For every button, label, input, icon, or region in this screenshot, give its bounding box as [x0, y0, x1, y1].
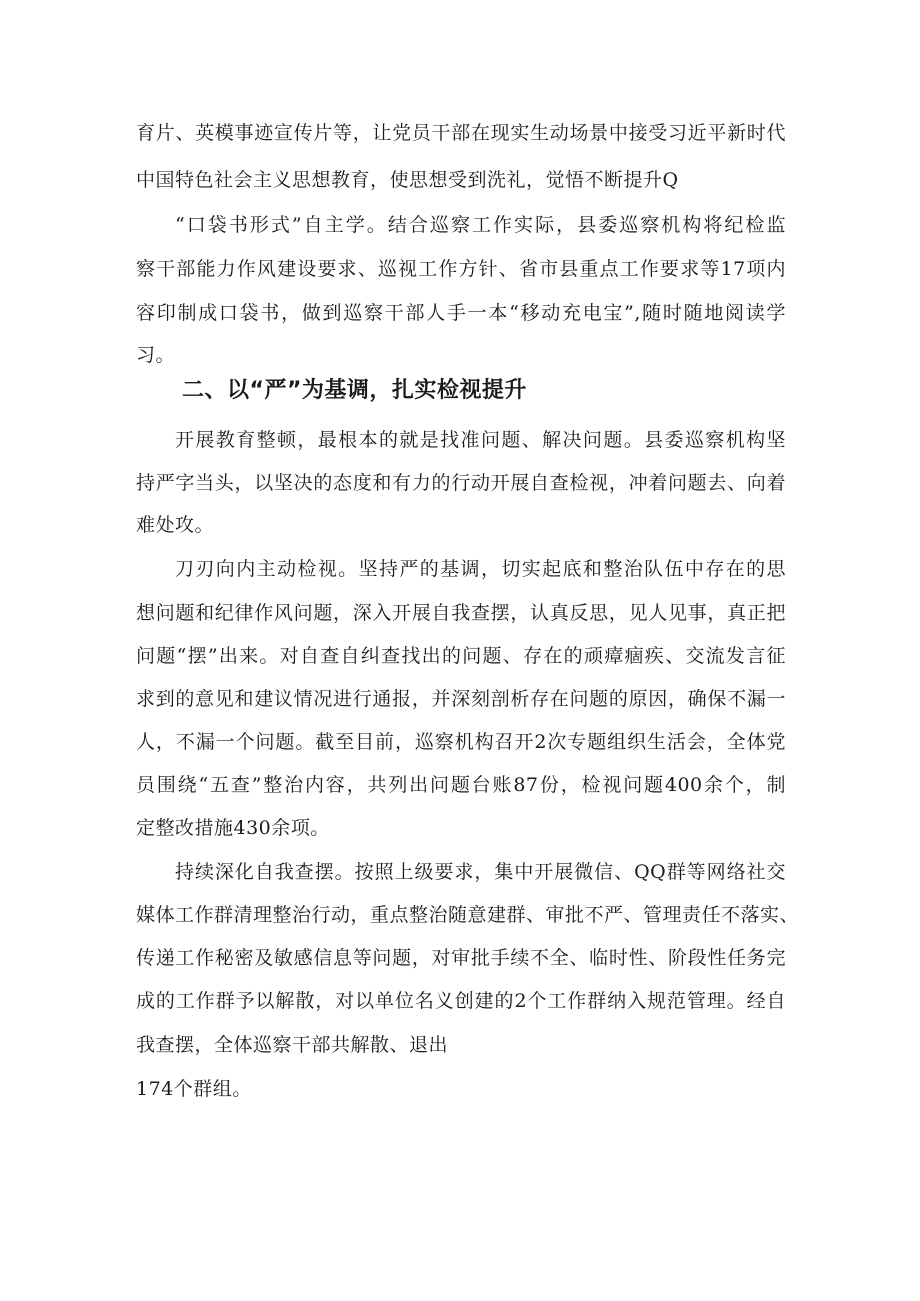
paragraph-line: 习。 — [136, 344, 176, 366]
paragraph-line: 人，不漏一个问题。截至目前，巡察机构召开2次专题组织生活会，全体党 — [136, 731, 786, 753]
section-heading: 二、以“严”为基调，扎实检视提升 — [182, 378, 527, 403]
paragraph-line: “口袋书形式”自主学。结合巡察工作实际，县委巡察机构将纪检监 — [175, 214, 786, 236]
paragraph-line: 育片、英模事迹宣传片等，让党员干部在现实生动场景中接受习近平新时代 — [136, 122, 786, 144]
paragraph-line: 想问题和纪律作风问题，深入开展自我查摆，认真反思，见人见事，真正把 — [136, 602, 786, 624]
paragraph-line: 中国特色社会主义思想教育，使思想受到洗礼，觉悟不断提升Q — [136, 169, 679, 191]
paragraph-line: 定整改措施430余项。 — [136, 817, 330, 839]
paragraph-line: 察干部能力作风建设要求、巡视工作方针、省市县重点工作要求等17项内 — [136, 258, 786, 280]
paragraph-line: 求到的意见和建议情况进行通报，并深刻剖析存在问题的原因，确保不漏一 — [136, 688, 786, 710]
paragraph-line: 容印制成口袋书，做到巡察干部人手一本“移动充电宝”,随时随地阅读学 — [136, 302, 786, 324]
paragraph-line: 开展教育整顿，最根本的就是找准问题、解决问题。县委巡察机构坚 — [175, 429, 786, 451]
paragraph-line: 难处攻。 — [136, 514, 215, 536]
paragraph-line: 传递工作秘密及敏感信息等问题，对审批手续不全、临时性、阶段性任务完 — [136, 947, 786, 969]
paragraph-line: 成的工作群予以解散，对以单位名义创建的2个工作群纳入规范管理。经自 — [136, 990, 786, 1012]
paragraph-line: 员围绕“五查”整治内容，共列出问题台账87份，检视问题400余个，制 — [136, 774, 786, 796]
paragraph-line: 持续深化自我查摆。按照上级要求，集中开展微信、QQ群等网络社交 — [175, 861, 786, 883]
paragraph-line: 174个群组。 — [136, 1078, 252, 1100]
paragraph-line: 刀刃向内主动检视。坚持严的基调，切实起底和整治队伍中存在的思 — [175, 558, 786, 580]
paragraph-line: 媒体工作群清理整治行动，重点整治随意建群、审批不严、管理责任不落实、 — [136, 904, 800, 926]
paragraph-line: 持严字当头，以坚决的态度和有力的行动开展自查检视，冲着问题去、向着 — [136, 472, 786, 494]
paragraph-line: 问题“摆”出来。对自查自纠查找出的问题、存在的顽瘴痼疾、交流发言征 — [136, 645, 786, 667]
paragraph-line: 我查摆，全体巡察干部共解散、退出 — [136, 1034, 449, 1056]
